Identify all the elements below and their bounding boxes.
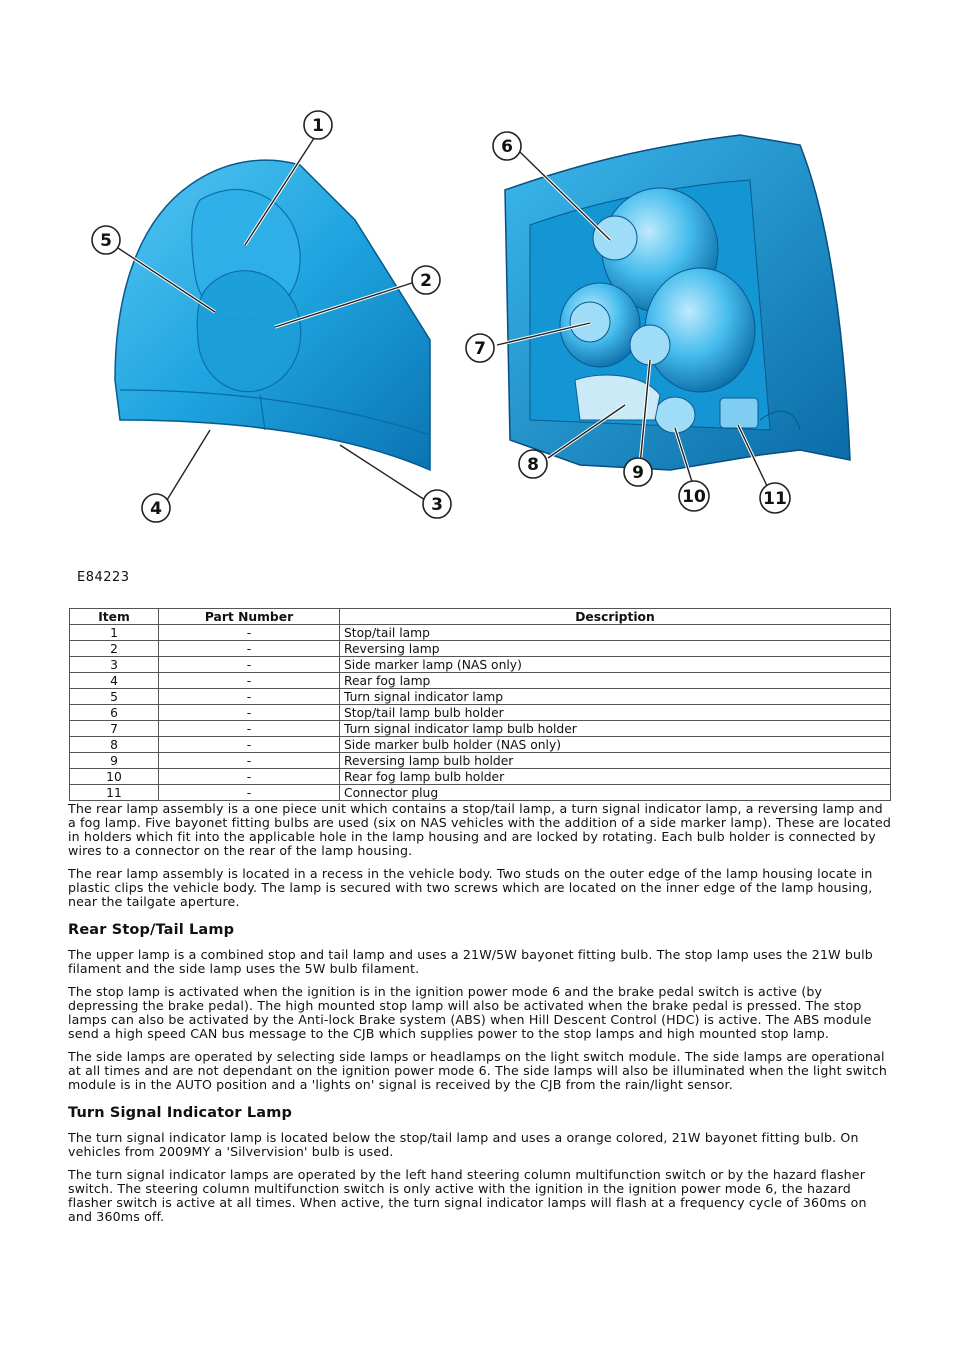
- description-cell: Turn signal indicator lamp: [340, 689, 891, 705]
- description-cell: Connector plug: [340, 785, 891, 801]
- rear-lamp-housing: [505, 135, 850, 470]
- svg-text:6: 6: [501, 137, 513, 157]
- item-cell: 9: [70, 753, 159, 769]
- callout-7: [466, 334, 494, 362]
- svg-text:8: 8: [527, 455, 539, 475]
- figure-code: E84223: [77, 570, 130, 585]
- header-part-number: Part Number: [159, 609, 340, 625]
- stop-paragraph-3: The side lamps are operated by selecting side lamps or headlamps on the light switch module. The side lamps are operational at all times and are not dependant on the ignition power mode 6. The side lamps will also be illuminated when the light switch module is in the AUTO position and a 'lights on' signal is received by the CJB from the rain/light sensor.: [68, 1049, 887, 1092]
- description-cell: Side marker lamp (NAS only): [340, 657, 891, 673]
- stop-paragraph-1: The upper lamp is a combined stop and tail lamp and uses a 21W/5W bayonet fitting bulb. The stop lamp uses the 21W bulb filament and the side lamp uses the 5W bulb filament.: [68, 947, 873, 976]
- item-cell: 6: [70, 705, 159, 721]
- table-header-row: [70, 609, 891, 625]
- item-cell: 5: [70, 689, 159, 705]
- table-row: [70, 785, 891, 801]
- item-cell: 10: [70, 769, 159, 785]
- item-cell: 8: [70, 737, 159, 753]
- part-cell: -: [159, 769, 340, 785]
- svg-text:4: 4: [150, 499, 162, 519]
- callout-2: [412, 266, 440, 294]
- header-item: Item: [70, 609, 159, 625]
- item-cell: 3: [70, 657, 159, 673]
- lamp-diagram: [60, 90, 900, 560]
- table-row: [70, 689, 891, 705]
- callout-3: [423, 490, 451, 518]
- svg-text:3: 3: [431, 495, 443, 515]
- item-cell: 7: [70, 721, 159, 737]
- callout-11: [760, 483, 790, 513]
- header-description: Description: [340, 609, 891, 625]
- table-row: [70, 705, 891, 721]
- callout-8: [519, 450, 547, 478]
- callout-6: [493, 132, 521, 160]
- item-cell: 2: [70, 641, 159, 657]
- item-cell: 11: [70, 785, 159, 801]
- item-cell: 4: [70, 673, 159, 689]
- turn-paragraph-1: The turn signal indicator lamp is located below the stop/tail lamp and uses a orange colored, 21W bayonet fitting bulb. On vehicles from 2009MY a 'Silvervision' bulb is used.: [68, 1130, 859, 1159]
- intro-paragraph-1: The rear lamp assembly is a one piece unit which contains a stop/tail lamp, a turn signal indicator lamp, a reversing lamp and a fog lamp. Five bayonet fitting bulbs are used (six on NAS vehicles with the addition of a side marker lamp). These are located in holders which fit into the applicable hole in the lamp housing and are locked by rotating. Each bulb holder is connected by wires to a connector on the rear of the lamp housing.: [68, 801, 892, 858]
- description-cell: Side marker bulb holder (NAS only): [340, 737, 891, 753]
- table-row: [70, 737, 891, 753]
- turn-paragraph-2: The turn signal indicator lamps are operated by the left hand steering column multifunction switch or by the hazard flasher switch. The steering column multifunction switch is only active with the ignition in the ignition power mode 6, the hazard flasher switch is active at all times. When active, the turn signal indicator lamps will flash at a frequency cycle of 360ms on and 360ms off.: [68, 1167, 867, 1224]
- description-cell: Reversing lamp: [340, 641, 891, 657]
- part-cell: -: [159, 785, 340, 801]
- description-cell: Stop/tail lamp: [340, 625, 891, 641]
- svg-text:11: 11: [763, 489, 787, 509]
- callout-1: [304, 111, 332, 139]
- part-cell: -: [159, 625, 340, 641]
- svg-text:10: 10: [682, 487, 706, 507]
- part-cell: -: [159, 721, 340, 737]
- table-row: [70, 769, 891, 785]
- svg-text:9: 9: [632, 463, 644, 483]
- svg-text:7: 7: [474, 339, 486, 359]
- item-cell: 1: [70, 625, 159, 641]
- heading-turn-signal-indicator-lamp: Turn Signal Indicator Lamp: [68, 1105, 293, 1121]
- part-cell: -: [159, 705, 340, 721]
- description-cell: Rear fog lamp bulb holder: [340, 769, 891, 785]
- table-row: [70, 641, 891, 657]
- table-row: [70, 657, 891, 673]
- rear-lamp-illustration: [60, 90, 900, 560]
- callout-10: [679, 481, 709, 511]
- table-row: [70, 753, 891, 769]
- stop-paragraph-2: The stop lamp is activated when the ignition is in the ignition power mode 6 and the brake pedal switch is active (by depressing the brake pedal). The high mounted stop lamp will also be activated when the brake pedal is pressed. The stop lamps can also be activated by the Anti-lock Brake system (ABS) when Hill Descent Control (HDC) is active. The ABS module send a high speed CAN bus message to the CJB which supplies power to the stop lamps and high mounted stop lamp.: [68, 984, 872, 1041]
- svg-text:1: 1: [312, 116, 324, 136]
- description-cell: Stop/tail lamp bulb holder: [340, 705, 891, 721]
- heading-rear-stop-tail-lamp: Rear Stop/Tail Lamp: [68, 922, 235, 938]
- description-cell: Reversing lamp bulb holder: [340, 753, 891, 769]
- table-row: [70, 625, 891, 641]
- table-row: [70, 721, 891, 737]
- part-cell: -: [159, 737, 340, 753]
- table-row: [70, 673, 891, 689]
- callout-9: [624, 458, 652, 486]
- part-cell: -: [159, 657, 340, 673]
- callout-5: [92, 226, 120, 254]
- front-lamp-lens: [115, 160, 430, 470]
- part-cell: -: [159, 641, 340, 657]
- svg-text:5: 5: [100, 231, 112, 251]
- body-text: [68, 802, 894, 1233]
- part-cell: -: [159, 753, 340, 769]
- part-cell: -: [159, 689, 340, 705]
- intro-paragraph-2: The rear lamp assembly is located in a recess in the vehicle body. Two studs on the outer edge of the lamp housing locate in plastic clips the vehicle body. The lamp is secured with two screws which are located on the inner edge of the lamp housing, near the tailgate aperture.: [68, 866, 873, 909]
- svg-text:2: 2: [420, 271, 432, 291]
- description-cell: Rear fog lamp: [340, 673, 891, 689]
- callout-4: [142, 494, 170, 522]
- parts-table: [69, 608, 891, 801]
- description-cell: Turn signal indicator lamp bulb holder: [340, 721, 891, 737]
- part-cell: -: [159, 673, 340, 689]
